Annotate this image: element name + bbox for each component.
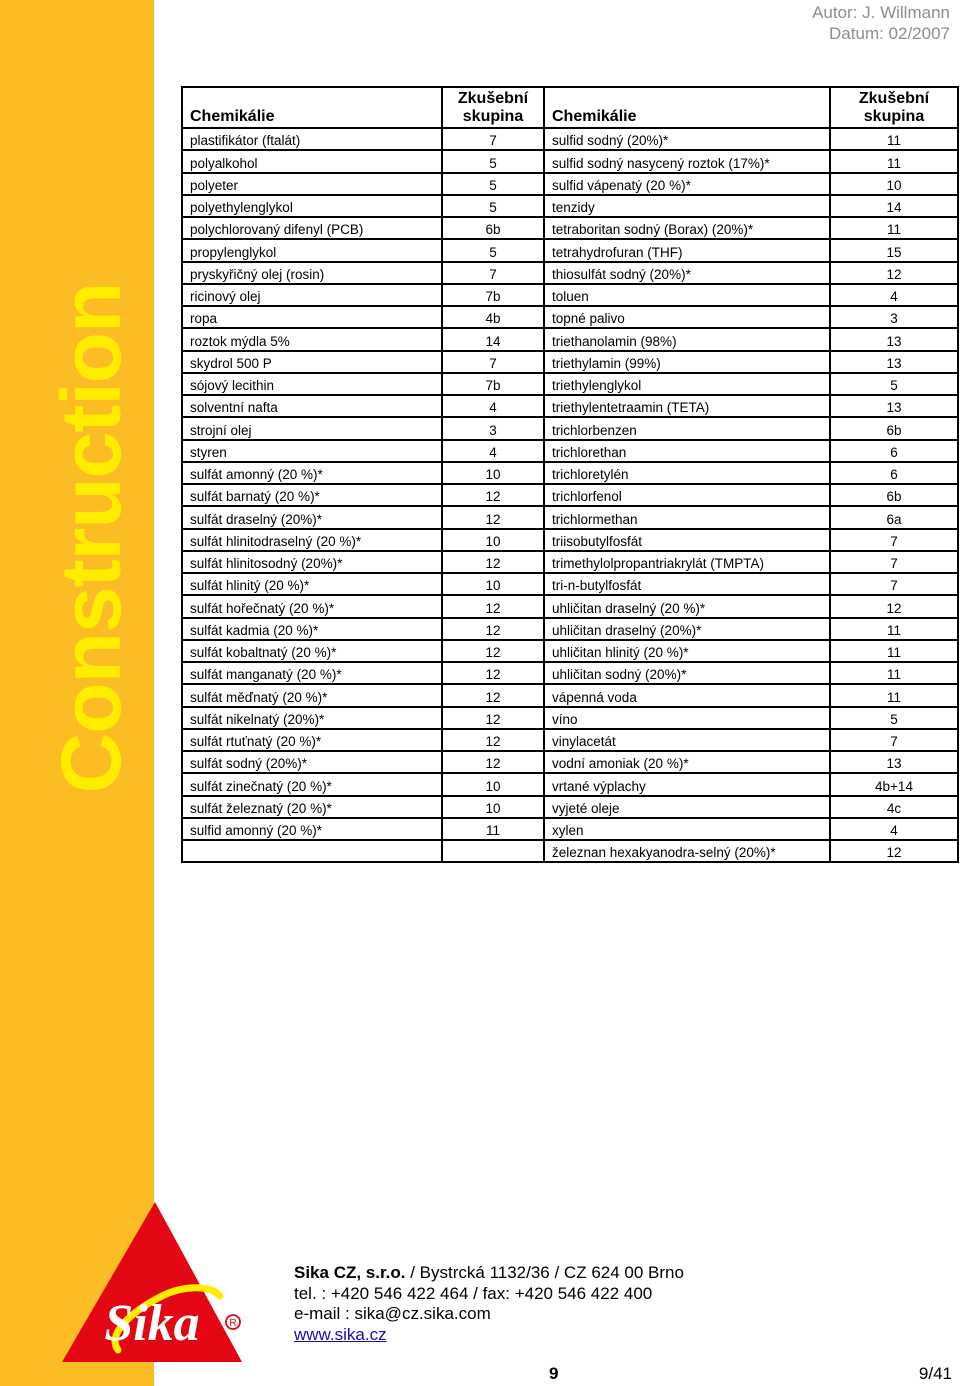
cell-group-left: 12: [442, 484, 544, 506]
cell-group-left: 5: [442, 239, 544, 261]
cell-chemical-left: ropa: [182, 306, 442, 328]
cell-group-right: 12: [830, 595, 958, 617]
cell-group-right: 6: [830, 440, 958, 462]
cell-group-right: 11: [830, 618, 958, 640]
footer-contact: [294, 1263, 684, 1345]
cell-chemical-left: sulfát hlinitodraselný (20 %)*: [182, 529, 442, 551]
cell-group-left: 5: [442, 195, 544, 217]
cell-group-right: 11: [830, 640, 958, 662]
page-number: 9: [549, 1364, 559, 1383]
cell-chemical-right: sulfid vápenatý (20 %)*: [544, 173, 830, 195]
cell-group-left: 10: [442, 462, 544, 484]
cell-group-right: 6: [830, 462, 958, 484]
cell-group-right: 13: [830, 351, 958, 373]
cell-chemical-left: plastifikátor (ftalát): [182, 128, 442, 150]
cell-chemical-right: thiosulfát sodný (20%)*: [544, 262, 830, 284]
cell-chemical-right: sulfid sodný nasycený roztok (17%)*: [544, 150, 830, 172]
cell-group-right: 11: [830, 217, 958, 239]
cell-chemical-left: sulfát železnatý (20 %)*: [182, 796, 442, 818]
cell-chemical-left: sulfid amonný (20 %)*: [182, 818, 442, 840]
table-row: [182, 707, 958, 729]
cell-group-right: 11: [830, 150, 958, 172]
cell-chemical-right: trichlorbenzen: [544, 417, 830, 439]
header-chemical-right: Chemikálie: [544, 87, 830, 128]
cell-chemical-left: skydrol 500 P: [182, 351, 442, 373]
cell-group-left: [442, 840, 544, 862]
cell-group-left: 4: [442, 395, 544, 417]
table-row: [182, 529, 958, 551]
cell-chemical-left: styren: [182, 440, 442, 462]
header-group-left-line2: skupina: [462, 108, 524, 125]
table-row: [182, 306, 958, 328]
cell-chemical-right: trimethylolpropantriakrylát (TMPTA): [544, 551, 830, 573]
cell-chemical-right: vodní amoniak (20 %)*: [544, 751, 830, 773]
cell-chemical-right: sulfid sodný (20%)*: [544, 128, 830, 150]
cell-group-left: 4b: [442, 306, 544, 328]
cell-group-right: 3: [830, 306, 958, 328]
table-row: [182, 640, 958, 662]
cell-group-left: 12: [442, 551, 544, 573]
table-row: [182, 773, 958, 795]
table-row: [182, 484, 958, 506]
company-phone: tel. : +420 546 422 464 / fax: +420 546 422 400: [294, 1283, 653, 1303]
cell-chemical-right: vyjeté oleje: [544, 796, 830, 818]
cell-chemical-right: tri-n-butylfosfát: [544, 573, 830, 595]
cell-chemical-right: uhličitan hlinitý (20 %)*: [544, 640, 830, 662]
table-row: [182, 462, 958, 484]
company-name: Sika CZ, s.r.o.: [294, 1263, 406, 1282]
cell-chemical-right: vinylacetát: [544, 729, 830, 751]
table-row: [182, 217, 958, 239]
cell-chemical-right: železnan hexakyanodra-selný (20%)*: [544, 840, 830, 862]
cell-group-right: 4b+14: [830, 773, 958, 795]
cell-chemical-right: xylen: [544, 818, 830, 840]
header-group-right-line2: skupina: [863, 108, 925, 125]
header-group-left-line1: Zkušební: [457, 90, 529, 107]
sika-logo: [60, 1200, 250, 1366]
cell-chemical-right: triethylenglykol: [544, 373, 830, 395]
author-name: Autor: J. Willmann: [812, 3, 950, 22]
cell-group-right: 6a: [830, 506, 958, 528]
cell-chemical-right: trichlorfenol: [544, 484, 830, 506]
cell-chemical-left: polyeter: [182, 173, 442, 195]
cell-chemical-left: ricinový olej: [182, 284, 442, 306]
table-row: [182, 662, 958, 684]
cell-group-right: 7: [830, 529, 958, 551]
cell-chemical-right: trichlorethan: [544, 440, 830, 462]
header-group-left: [442, 87, 544, 128]
cell-chemical-left: pryskyřičný olej (rosin): [182, 262, 442, 284]
cell-chemical-left: sulfát barnatý (20 %)*: [182, 484, 442, 506]
table-row: [182, 729, 958, 751]
cell-group-left: 12: [442, 707, 544, 729]
cell-chemical-left: sulfát zinečnatý (20 %)*: [182, 773, 442, 795]
cell-chemical-left: sulfát kobaltnatý (20 %)*: [182, 640, 442, 662]
table-row: [182, 551, 958, 573]
table-row: [182, 684, 958, 706]
author-block: [812, 2, 950, 44]
cell-chemical-right: vápenná voda: [544, 684, 830, 706]
cell-group-right: 14: [830, 195, 958, 217]
table-row: [182, 840, 958, 862]
cell-group-right: 10: [830, 173, 958, 195]
cell-chemical-right: tetrahydrofuran (THF): [544, 239, 830, 261]
table-row: [182, 506, 958, 528]
logo-wordmark: Sika: [104, 1295, 200, 1352]
cell-group-right: 5: [830, 707, 958, 729]
table-row: [182, 239, 958, 261]
cell-group-left: 7b: [442, 284, 544, 306]
cell-chemical-right: uhličitan draselný (20 %)*: [544, 595, 830, 617]
cell-group-left: 12: [442, 684, 544, 706]
table-body: [182, 128, 958, 862]
cell-chemical-right: uhličitan draselný (20%)*: [544, 618, 830, 640]
header-chemical-left: Chemikálie: [182, 87, 442, 128]
cell-group-left: 12: [442, 751, 544, 773]
cell-chemical-left: sulfát manganatý (20 %)*: [182, 662, 442, 684]
cell-chemical-left: sulfát rtuťnatý (20 %)*: [182, 729, 442, 751]
cell-chemical-right: uhličitan sodný (20%)*: [544, 662, 830, 684]
cell-chemical-right: trichlormethan: [544, 506, 830, 528]
cell-chemical-left: sulfát draselný (20%)*: [182, 506, 442, 528]
cell-group-left: 12: [442, 595, 544, 617]
cell-group-left: 7: [442, 262, 544, 284]
cell-group-right: 5: [830, 373, 958, 395]
cell-chemical-left: solventní nafta: [182, 395, 442, 417]
cell-group-left: 6b: [442, 217, 544, 239]
document-date: Datum: 02/2007: [829, 24, 950, 43]
table-row: [182, 595, 958, 617]
page-count: 9/41: [918, 1364, 952, 1383]
table-row: [182, 128, 958, 150]
cell-chemical-right: triethylentetraamin (TETA): [544, 395, 830, 417]
table-row: [182, 284, 958, 306]
cell-chemical-left: propylenglykol: [182, 239, 442, 261]
table-row: [182, 440, 958, 462]
cell-group-right: 11: [830, 128, 958, 150]
cell-chemical-left: roztok mýdla 5%: [182, 328, 442, 350]
cell-group-left: 5: [442, 150, 544, 172]
cell-group-right: 6b: [830, 417, 958, 439]
header-group-right: [830, 87, 958, 128]
cell-chemical-right: trichloretylén: [544, 462, 830, 484]
cell-group-right: 4: [830, 818, 958, 840]
cell-chemical-left: sulfát nikelnatý (20%)*: [182, 707, 442, 729]
svg-text:R: R: [229, 1318, 237, 1329]
cell-chemical-right: topné palivo: [544, 306, 830, 328]
table-row: [182, 173, 958, 195]
table-row: [182, 618, 958, 640]
table-row: [182, 417, 958, 439]
cell-chemical-left: sulfát kadmia (20 %)*: [182, 618, 442, 640]
cell-chemical-right: triethanolamin (98%): [544, 328, 830, 350]
table-row: [182, 395, 958, 417]
cell-group-left: 10: [442, 773, 544, 795]
cell-chemical-left: sulfát sodný (20%)*: [182, 751, 442, 773]
header-group-right-line1: Zkušební: [858, 90, 930, 107]
table-row: [182, 195, 958, 217]
cell-group-right: 7: [830, 729, 958, 751]
cell-group-left: 10: [442, 573, 544, 595]
cell-group-left: 10: [442, 796, 544, 818]
table-row: [182, 573, 958, 595]
cell-group-right: 11: [830, 662, 958, 684]
cell-chemical-left: sulfát měďnatý (20 %)*: [182, 684, 442, 706]
cell-chemical-right: tenzidy: [544, 195, 830, 217]
cell-group-left: 4: [442, 440, 544, 462]
table-row: [182, 262, 958, 284]
table-row: [182, 150, 958, 172]
cell-chemical-left: polyethylenglykol: [182, 195, 442, 217]
cell-group-right: 13: [830, 751, 958, 773]
footer-address-line: [294, 1263, 684, 1284]
cell-chemical-right: tetraboritan sodný (Borax) (20%)*: [544, 217, 830, 239]
cell-chemical-left: sulfát amonný (20 %)*: [182, 462, 442, 484]
cell-chemical-left: sójový lecithin: [182, 373, 442, 395]
cell-group-right: 4: [830, 284, 958, 306]
cell-chemical-left: sulfát hlinitosodný (20%)*: [182, 551, 442, 573]
cell-group-right: 11: [830, 684, 958, 706]
cell-group-right: 7: [830, 551, 958, 573]
cell-group-left: 12: [442, 662, 544, 684]
cell-chemical-left: polyalkohol: [182, 150, 442, 172]
sidebar-title: Construction: [44, 282, 138, 794]
cell-group-right: 13: [830, 328, 958, 350]
table-row: [182, 818, 958, 840]
cell-chemical-left: [182, 840, 442, 862]
cell-group-right: 12: [830, 262, 958, 284]
cell-group-left: 12: [442, 618, 544, 640]
sidebar-band: [0, 0, 154, 1386]
cell-chemical-left: polychlorovaný difenyl (PCB): [182, 217, 442, 239]
cell-chemical-right: toluen: [544, 284, 830, 306]
chemicals-table: [181, 86, 959, 863]
cell-group-left: 3: [442, 417, 544, 439]
table-row: [182, 751, 958, 773]
table-row: [182, 328, 958, 350]
cell-group-right: 13: [830, 395, 958, 417]
table-row: [182, 373, 958, 395]
cell-chemical-right: triisobutylfosfát: [544, 529, 830, 551]
cell-group-left: 7: [442, 128, 544, 150]
cell-chemical-right: víno: [544, 707, 830, 729]
table-row: [182, 796, 958, 818]
company-address: / Bystrcká 1132/36 / CZ 624 00 Brno: [405, 1263, 684, 1282]
cell-chemical-right: triethylamin (99%): [544, 351, 830, 373]
cell-group-right: 6b: [830, 484, 958, 506]
table-header-row: [182, 87, 958, 128]
cell-chemical-right: vrtané výplachy: [544, 773, 830, 795]
cell-group-left: 7: [442, 351, 544, 373]
cell-group-right: 7: [830, 573, 958, 595]
cell-chemical-left: sulfát hořečnatý (20 %)*: [182, 595, 442, 617]
cell-chemical-left: strojní olej: [182, 417, 442, 439]
cell-group-left: 14: [442, 328, 544, 350]
cell-chemical-left: sulfát hlinitý (20 %)*: [182, 573, 442, 595]
cell-group-right: 4c: [830, 796, 958, 818]
cell-group-left: 7b: [442, 373, 544, 395]
table-row: [182, 351, 958, 373]
cell-group-right: 15: [830, 239, 958, 261]
cell-group-left: 12: [442, 506, 544, 528]
company-email: e-mail : sika@cz.sika.com: [294, 1304, 491, 1323]
cell-group-left: 10: [442, 529, 544, 551]
cell-group-left: 11: [442, 818, 544, 840]
company-website-link[interactable]: www.sika.cz: [294, 1324, 387, 1344]
cell-group-left: 12: [442, 640, 544, 662]
cell-group-right: 12: [830, 840, 958, 862]
cell-group-left: 5: [442, 173, 544, 195]
cell-group-left: 12: [442, 729, 544, 751]
